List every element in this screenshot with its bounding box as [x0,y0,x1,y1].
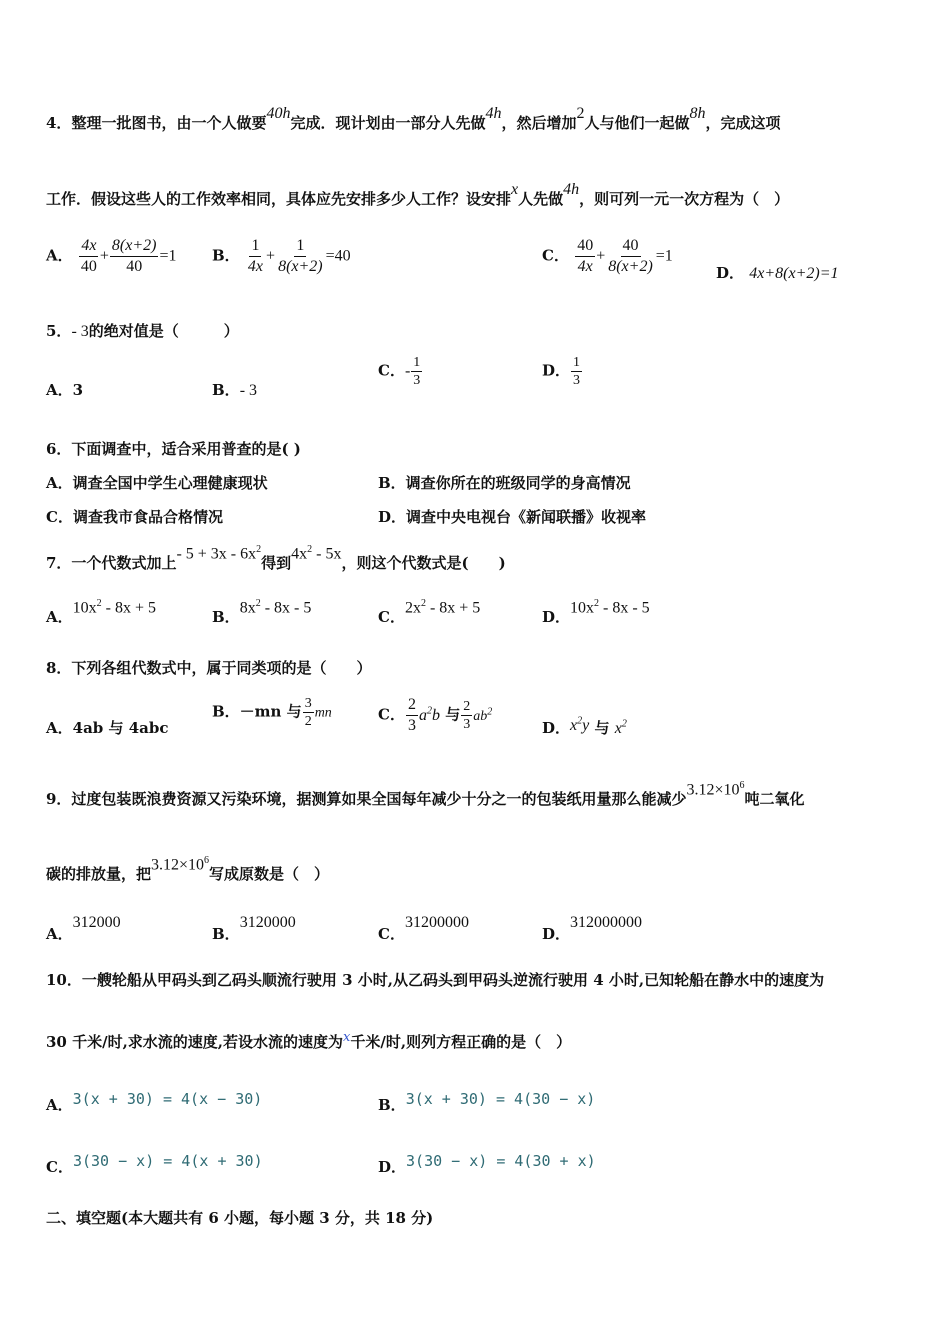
q4-math-x: x [511,181,519,198]
q8-option-a[interactable]: A．4ab 与 4abc [46,719,169,737]
option-label: D． [716,264,745,282]
q9-line1: 9．过度包装既浪费资源又污染环境，据测算如果全国每年减少十分之一的包装纸用量那么能减少$3.12\times 10^6$吨二氧化 [46,779,805,808]
q7-math-1: - $5 + 3x - 6x^2$ [176,543,262,562]
q7-stem: 7．一个代数式加上- $5 + 3x - 6x^2$得到$4x^2 - 5x$，则这个代数式是( ) [46,543,506,572]
fraction: $\frac{40}{4x}$ [577,237,594,275]
q8-option-c[interactable]: C． $\frac{2}{3}$ $a^2b$ 与 $\frac{2}{3}$ $ab^2$ [378,696,493,734]
q4-text-1: 整理一批图书，由一个人做要 [71,114,267,132]
fraction: $\frac{2}{3}$ [463,699,471,732]
q4-option-c[interactable]: C． $\frac{40}{4x}$ + $\frac{40}{8(x+2)}$ =1 [542,237,673,275]
q10-line1: 10．一艘轮船从甲码头到乙码头顺流行驶用 3 小时,从乙码头到甲码头逆流行驶用 4 小时,已知轮船在静水中的速度为 [46,971,825,989]
q8-option-b[interactable]: B．－mn 与 $\frac{3}{2}$ mn [212,696,332,729]
q10-option-d[interactable]: D．3(30 − x) = 4(30 + x) [378,1152,596,1176]
q10-option-c[interactable]: C．3(30 − x) = 4(x + 30) [46,1152,263,1176]
q7-math-2: $4x^2 - 5x$ [291,543,342,562]
fraction: $\frac{1}{8(x+2)}$ [278,237,323,275]
q5-option-b[interactable]: B．- 3 [212,381,258,399]
q4-text-6: 工作．假设这些人的工作效率相同，具体应先安排多少人工作？设安排 [46,190,512,208]
q10-line2: 30 千米/时,求水流的速度,若设水流的速度为x千米/时,则列方程正确的是（ ） [46,1030,572,1051]
q9-line2: 碳的排放量，把$3.12\times 10^6$写成原数是（ ） [46,854,330,883]
fraction: $\frac{4x}{40}$ [80,237,97,275]
q10-math-x: x [343,1030,351,1045]
q6-option-b[interactable]: B．调查你所在的班级同学的身高情况 [378,474,631,492]
q4-math-2: 2 [576,105,585,122]
q4-line1 [46,105,920,133]
q4-math-8h: 8h [689,105,706,122]
q9-math-2: $3.12\times 10^6$ [151,854,210,873]
q4-number: 4． [46,114,72,132]
q5-stem: 5．- 3的绝对值是（ ） [46,322,239,340]
q4-text-8: ，则可列一元一次方程为（ ） [579,190,790,208]
q5-option-d[interactable]: D． $\frac{1}{3}$ [542,355,581,388]
q4-text-4: 人与他们一起做 [584,114,690,132]
q7-option-c[interactable]: C．$2x^2 - 8x + 5$ [378,597,481,626]
q6-option-c[interactable]: C．调查我市食品合格情况 [46,508,223,526]
option-label: B． [212,246,240,265]
q10-option-a[interactable]: A．3(x + 30) = 4(x − 30) [46,1090,263,1114]
q9-option-c[interactable]: C．31200000 [378,914,469,943]
q4-line2 [46,181,920,209]
q10-option-b[interactable]: B．3(x + 30) = 4(30 − x) [378,1090,596,1114]
q4-option-a[interactable]: A． $\frac{4x}{40}$ + $\frac{8(x+2)}{40}$ =1 [46,237,177,275]
q4-text-3: ，然后增加 [501,114,577,132]
q5-option-c[interactable]: C．- $\frac{1}{3}$ [378,355,421,388]
q9-math: $3.12\times 10^6$ [686,779,745,798]
q5-option-a[interactable]: A．3 [46,381,84,399]
q4-text-2: 完成．现计划由一部分人先做 [290,114,486,132]
q5-math: - 3 [71,323,89,340]
fraction: $\frac{1}{3}$ [413,355,421,388]
q4-option-b[interactable]: B． $\frac{1}{4x}$ + $\frac{1}{8(x+2)}$ =40 [212,237,351,275]
q9-option-b[interactable]: B．3120000 [212,914,296,943]
q4-text-5: ，完成这项 [705,114,781,132]
fraction: $\frac{40}{8(x+2)}$ [608,237,653,275]
q6-option-a[interactable]: A．调查全国中学生心理健康现状 [46,474,268,492]
q4-math-4h-2: 4h [563,181,580,198]
q8-option-d[interactable]: D．$x^2y$ 与 $x^2$ [542,715,627,737]
q9-option-d[interactable]: D．312000000 [542,914,643,943]
fraction: $\frac{2}{3}$ [407,696,416,734]
q7-option-b[interactable]: B．$8x^2 - 8x - 5$ [212,597,312,626]
fraction: $\frac{1}{4x}$ [247,237,264,275]
q9-option-a[interactable]: A．312000 [46,914,121,943]
fraction: $\frac{1}{3}$ [573,355,581,388]
q4-option-d[interactable] [716,262,839,283]
section-heading: 二、填空题(本大题共有 6 小题，每小题 3 分，共 18 分) [46,1209,434,1227]
fraction: $\frac{8(x+2)}{40}$ [111,237,157,275]
q8-stem: 8．下列各组代数式中，属于同类项的是（ ） [46,659,372,677]
option-expr: 4x+8(x+2)=1 [749,265,839,282]
q6-stem: 6．下面调查中，适合采用普查的是( ) [46,440,301,458]
q4-math-40h: 40h [266,105,291,122]
q4-text-7: 人先做 [518,190,564,208]
option-label: A． [46,246,73,265]
q6-option-d[interactable]: D．调查中央电视台《新闻联播》收视率 [378,508,647,526]
q7-option-d[interactable]: D．$10x^2 - 8x - 5$ [542,597,650,626]
option-label: C． [542,246,569,265]
q7-option-a[interactable]: A．$10x^2 - 8x + 5$ [46,597,156,626]
q4-math-4h: 4h [485,105,502,122]
fraction: $\frac{3}{2}$ [304,696,312,729]
